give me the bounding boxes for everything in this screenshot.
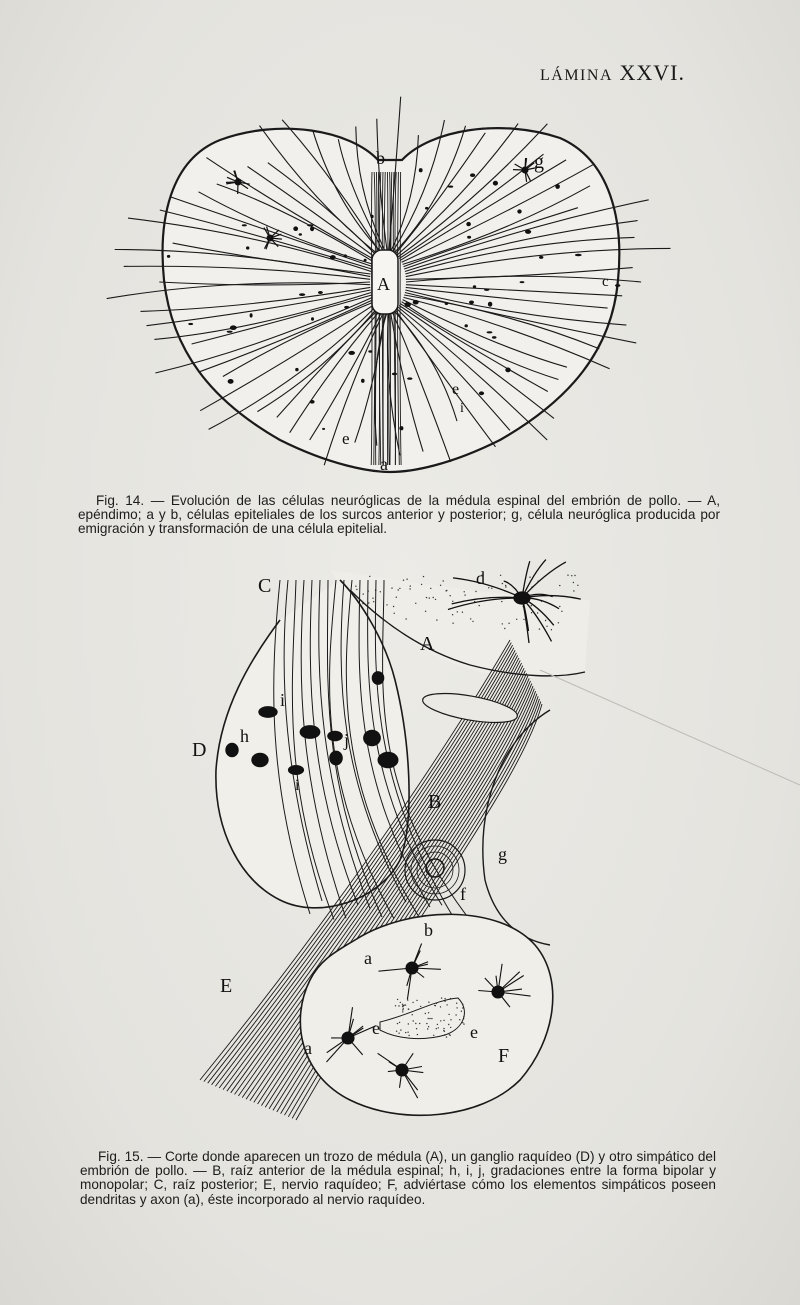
stipple-dot [356, 589, 357, 590]
stipple-dot [531, 605, 532, 606]
stipple-dot [450, 1019, 451, 1020]
neuroglia-cell [293, 226, 298, 231]
stipple-dot [440, 1006, 441, 1007]
stipple-dot [429, 597, 430, 598]
stipple-dot [428, 1018, 429, 1019]
stipple-dot [462, 1007, 463, 1008]
neuroglia-cell [525, 230, 531, 234]
stipple-dot [463, 1023, 464, 1024]
stipple-dot [433, 597, 434, 598]
figure-14-caption-text: — Evolución de las células neuróglicas de la médula espinal del embrión de pollo. — A, epéndimo; a y b, células epiteliales de los surcos anterior y posterior; g, célula neuróglica producida por emigración y transformación de una célula epitelial. [78, 493, 720, 537]
stipple-dot [445, 590, 446, 591]
stipple-dot [444, 998, 445, 999]
stipple-dot [399, 1022, 400, 1023]
stipple-dot [505, 585, 506, 586]
neuroglia-cell [470, 173, 475, 177]
fig14-label-e-left: e [342, 429, 350, 448]
neuroglia-cell [299, 293, 305, 296]
stipple-dot [423, 576, 424, 577]
stipple-dot [386, 604, 387, 605]
neuroglia-cell [466, 222, 471, 226]
stipple-dot [406, 579, 407, 580]
neuroglia-cell [425, 207, 428, 210]
stipple-dot [405, 618, 406, 619]
neuroglia-cell [344, 254, 347, 257]
stipple-dot [516, 619, 517, 620]
stipple-dot [412, 1014, 413, 1015]
fig15-label-C: C [258, 575, 272, 597]
stipple-dot [531, 612, 532, 613]
stipple-dot [491, 588, 492, 589]
stipple-dot [363, 593, 364, 594]
ganglion-cell [258, 706, 277, 718]
stipple-dot [571, 575, 572, 576]
stipple-dot [409, 588, 410, 589]
fig15-label-F: F [498, 1045, 510, 1067]
stipple-dot [395, 1005, 396, 1006]
neuroglia-cell [488, 302, 492, 307]
stipple-dot [438, 1027, 439, 1028]
neuroglia-cell [188, 323, 193, 325]
fig15-label-a-bottom: a [304, 1038, 312, 1058]
stipple-dot [459, 1019, 460, 1020]
neuroglia-cell [405, 302, 411, 307]
neuroglia-cell [520, 281, 525, 283]
fig14-label-i: i [460, 401, 464, 416]
stipple-dot [488, 587, 489, 588]
stipple-dot [429, 1018, 430, 1019]
stipple-dot [396, 597, 397, 598]
neuroglia-cell [318, 291, 323, 294]
ganglion-cell [251, 753, 268, 767]
astrocyte-body [522, 167, 529, 174]
neuroglia-cell [615, 284, 620, 287]
fig15-label-f: f [460, 884, 466, 904]
fig15-label-E: E [220, 975, 233, 997]
neuroglia-cell [361, 379, 365, 383]
ganglion-cell [363, 730, 381, 747]
stipple-dot [419, 1023, 420, 1024]
neuroglia-cell [344, 306, 349, 309]
plate-title-prefix: LÁMINA [540, 67, 613, 84]
stipple-dot [450, 595, 451, 596]
stipple-dot [413, 1020, 414, 1021]
neuroglia-cell [310, 226, 314, 231]
fig15-label-b: b [424, 920, 433, 940]
stipple-dot [416, 1000, 417, 1001]
stipple-dot [446, 1004, 447, 1005]
neuroglia-cell [295, 368, 298, 371]
stipple-dot [461, 1011, 462, 1012]
stipple-dot [505, 586, 506, 587]
stipple-dot [501, 601, 502, 602]
stipple-dot [398, 1005, 399, 1006]
stipple-dot [430, 588, 431, 589]
stipple-dot [428, 1002, 429, 1003]
neuroglia-cell [322, 428, 325, 430]
neuroglia-cell [392, 373, 397, 376]
stipple-dot [405, 1004, 406, 1005]
stipple-dot [464, 594, 465, 595]
stipple-dot [456, 1003, 457, 1004]
stipple-dot [470, 618, 471, 619]
fig14-label-a: a [380, 454, 388, 474]
fig14-label-A: A [377, 274, 390, 294]
figure-15-ganglia [180, 560, 800, 1140]
ganglion-cell [225, 743, 238, 758]
stipple-dot [457, 611, 458, 612]
neuroglia-cell [407, 377, 412, 379]
stipple-dot [415, 1023, 416, 1024]
stipple-dot [408, 1023, 409, 1024]
stipple-dot [397, 999, 398, 1000]
stipple-dot [433, 1035, 434, 1036]
fig15-label-D: D [192, 739, 207, 761]
neuroglia-cell [505, 368, 510, 373]
fig15-label-i-top: i [280, 690, 286, 710]
neuroglia-cell [246, 246, 249, 249]
stipple-dot [417, 1034, 418, 1035]
stipple-dot [407, 1032, 408, 1033]
neuroglia-cell [368, 350, 372, 352]
stipple-dot [559, 585, 560, 586]
stipple-dot [407, 999, 408, 1000]
ganglion-cell [372, 671, 385, 685]
neuroglia-cell [555, 184, 560, 189]
stipple-dot [443, 580, 444, 581]
stipple-dot [399, 588, 400, 589]
neuroglia-cell [479, 391, 484, 395]
stipple-dot [472, 621, 473, 622]
stipple-dot [403, 580, 404, 581]
neuroglia-cell [465, 324, 468, 327]
stipple-dot [452, 601, 453, 602]
stipple-dot [408, 1035, 409, 1036]
stipple-dot [502, 623, 503, 624]
fig15-label-j: j [344, 730, 350, 750]
stipple-dot [551, 629, 552, 630]
stipple-dot [372, 598, 373, 599]
stipple-dot [415, 603, 416, 604]
astrocyte-body [235, 179, 242, 186]
stipple-dot [539, 628, 540, 629]
stipple-dot [577, 585, 578, 586]
stipple-dot [559, 606, 560, 607]
stipple-dot [449, 1034, 450, 1035]
stipple-dot [573, 582, 574, 583]
fig14-label-c: c [602, 274, 609, 290]
stipple-dot [412, 1002, 413, 1003]
fig15-label-A: A [420, 633, 435, 655]
neuroglia-cell [299, 233, 302, 235]
stipple-dot [567, 575, 568, 576]
neuroglia-cell [448, 186, 453, 188]
fig15-label-B: B [428, 791, 442, 813]
stipple-dot [443, 1030, 444, 1031]
neuroglia-cell [227, 331, 233, 333]
plate-title-number: XXVI. [619, 60, 685, 85]
fig15-label-e-left: e [372, 1018, 380, 1038]
stipple-dot [436, 619, 437, 620]
stipple-dot [427, 1028, 428, 1029]
stipple-dot [436, 1028, 437, 1029]
neuroglia-cell [539, 256, 543, 259]
stipple-dot [435, 599, 436, 600]
stipple-dot [369, 576, 370, 577]
fig14-label-g: g [534, 151, 544, 173]
neuroglia-cell [575, 254, 582, 257]
stipple-dot [456, 1007, 457, 1008]
stipple-dot [428, 1012, 429, 1013]
stipple-dot [405, 1032, 406, 1033]
stipple-dot [410, 585, 411, 586]
sympathetic-ganglion-outline [300, 914, 552, 1115]
stipple-dot [391, 587, 392, 588]
stipple-dot [523, 619, 524, 620]
neuroglia-cell [307, 224, 313, 226]
stipple-dot [440, 1020, 441, 1021]
stipple-dot [475, 591, 476, 592]
stipple-dot [398, 1033, 399, 1034]
neuroglia-cell [469, 301, 474, 305]
blood-vessel-f [405, 840, 465, 900]
stipple-dot [404, 1005, 405, 1006]
stipple-dot [508, 623, 509, 624]
ganglion-cell [327, 731, 343, 742]
stipple-dot [448, 1024, 449, 1025]
neuroglia-cell [364, 259, 367, 262]
figure-14-caption [78, 494, 720, 537]
ganglion-cell [378, 752, 399, 768]
fig14-label-b: b [376, 148, 385, 168]
neuroglia-cell [348, 351, 355, 355]
stipple-dot [394, 613, 395, 614]
neuroglia-cell [467, 236, 471, 239]
stipple-dot [452, 614, 453, 615]
stipple-dot [380, 591, 381, 592]
figure-14-caption-label: Fig. 14. [96, 493, 145, 508]
stipple-dot [393, 606, 394, 607]
fig14-label-e-right: e [452, 381, 460, 398]
stipple-dot [479, 605, 480, 606]
stipple-dot [448, 1014, 449, 1015]
stipple-dot [573, 590, 574, 591]
stipple-dot [416, 1028, 417, 1029]
stipple-dot [446, 1036, 447, 1037]
stipple-dot [529, 577, 530, 578]
stipple-dot [425, 611, 426, 612]
ganglion-cell [300, 725, 321, 739]
stipple-dot [443, 1020, 444, 1021]
stipple-dot [426, 597, 427, 598]
stipple-dot [398, 589, 399, 590]
neuroglia-cell [242, 224, 247, 226]
neuroglia-cell [487, 331, 493, 333]
stipple-dot [373, 601, 374, 602]
neuroglia-cell [310, 400, 315, 404]
fig15-label-g: g [498, 844, 507, 864]
neuroglia-cell [493, 181, 498, 186]
neuroglia-cell [228, 379, 234, 384]
stipple-dot [355, 586, 356, 587]
stipple-dot [450, 1027, 451, 1028]
stipple-dot [561, 611, 562, 612]
neuroglia-cell [399, 426, 403, 430]
stipple-dot [425, 1013, 426, 1014]
neuroglia-cell [473, 285, 476, 288]
stipple-dot [537, 612, 538, 613]
figure-15-caption-text: — Corte donde aparecen un trozo de médula (A), un ganglio raquídeo (D) y otro simpático del embrión de pollo. — B, raíz anterior de la médula espinal; h, i, j, gradaciones entre la forma bipolar y monopolar; C, raíz posterior; E, nervio raquídeo; F, adviértase cómo los elementos simpáticos poseen dendritas y axon (a), éste incorporado al nervio raquídeo. [80, 1149, 717, 1207]
stipple-dot [403, 1008, 404, 1009]
neuroglia-cell [517, 209, 521, 213]
fig15-label-d: d [476, 568, 485, 588]
figure-14-spinal-cord [150, 110, 630, 480]
stipple-dot [400, 1002, 401, 1003]
stipple-dot [431, 1018, 432, 1019]
stipple-dot [462, 612, 463, 613]
neuroglia-cell [419, 168, 423, 172]
stipple-dot [397, 1023, 398, 1024]
stipple-dot [402, 1011, 403, 1012]
stipple-dot [455, 1014, 456, 1015]
neuroglia-cell [484, 289, 489, 291]
stipple-dot [546, 626, 547, 627]
stipple-dot [502, 583, 503, 584]
astrocyte-body [267, 235, 274, 242]
stipple-dot [434, 1005, 435, 1006]
stipple-dot [400, 1029, 401, 1030]
fig15-label-e-right: e [470, 1022, 478, 1042]
neuroglia-cell [250, 313, 253, 317]
fig15-label-a-top: a [364, 948, 372, 968]
stipple-dot [440, 585, 441, 586]
neuroglia-cell [371, 215, 374, 218]
figure-15-caption [80, 1150, 716, 1207]
stipple-dot [428, 1026, 429, 1027]
stipple-dot [500, 575, 501, 576]
stipple-dot [558, 622, 559, 623]
median-septum-fiber [387, 172, 388, 465]
stipple-dot [452, 623, 453, 624]
stipple-dot [402, 1009, 403, 1010]
neuroglia-cell [167, 255, 170, 258]
neuroglia-cell [413, 300, 419, 305]
stipple-dot [402, 1004, 403, 1005]
neuroglia-cell [492, 336, 497, 339]
figure-15-caption-label: Fig. 15. [98, 1149, 144, 1164]
stipple-dot [443, 1028, 444, 1029]
stipple-dot [408, 1008, 409, 1009]
ganglion-cell [288, 765, 304, 775]
neuroglia-cell [330, 255, 336, 259]
fig15-label-i-bottom: i [295, 777, 300, 794]
stipple-dot [574, 575, 575, 576]
neuroglia-cell [445, 302, 449, 305]
neuroglia-cell [230, 325, 237, 330]
stipple-dot [464, 591, 465, 592]
stipple-dot [504, 628, 505, 629]
stipple-dot [437, 1024, 438, 1025]
stipple-dot [420, 1006, 421, 1007]
neuroglia-cell [311, 317, 314, 320]
stipple-dot [545, 620, 546, 621]
stipple-dot [421, 584, 422, 585]
fig15-label-h: h [240, 726, 249, 746]
stipple-dot [396, 1031, 397, 1032]
stipple-dot [426, 1023, 427, 1024]
stipple-dot [402, 1006, 403, 1007]
stipple-dot [441, 997, 442, 998]
ganglion-cell [329, 751, 343, 766]
plate-crease [540, 670, 800, 785]
stipple-dot [368, 602, 369, 603]
plate-title [540, 60, 685, 86]
